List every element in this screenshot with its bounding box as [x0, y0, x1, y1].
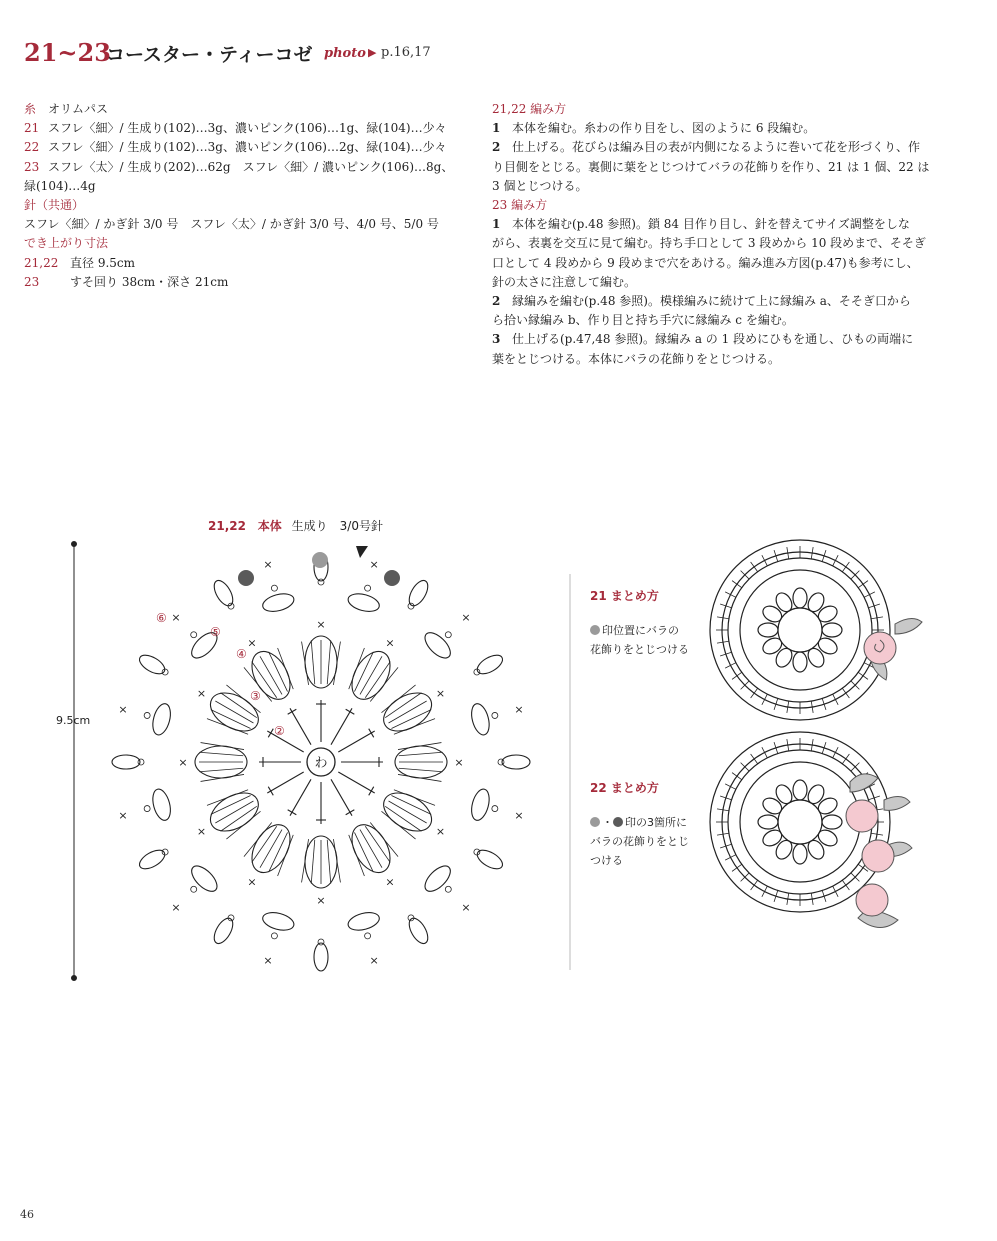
rose-icon	[864, 632, 896, 664]
material-text: スフレ〈太〉/ 生成り(202)…62g スフレ〈細〉/ 濃いピンク(106)…8g、	[48, 159, 454, 174]
svg-text:×: ×	[196, 687, 207, 700]
diameter-measure: 9.5cm	[56, 714, 91, 727]
material-num: 22	[24, 140, 40, 155]
round-label: ⑥	[156, 611, 167, 625]
crochet-diagram	[0, 500, 997, 1020]
size-text: 直径 9.5cm	[70, 255, 135, 270]
svg-text:×: ×	[171, 900, 181, 914]
step	[492, 292, 938, 311]
section-heading-21-22: 21,22 編み方	[492, 102, 567, 116]
svg-text:×: ×	[263, 954, 273, 968]
step	[492, 215, 938, 234]
svg-text:×: ×	[118, 809, 128, 823]
yarn-value: オリムパス	[48, 102, 109, 116]
start-arrow-icon	[356, 546, 368, 558]
material-row-cont: 緑(104)…4g	[24, 178, 96, 193]
material-num: 21	[24, 121, 40, 136]
step-text: がら、表裏を交互に見て編む。持ち手口として 3 段めから 10 段めまで、そそぎ	[492, 236, 926, 251]
step-num: 2	[492, 140, 501, 155]
round-label: ③	[250, 689, 261, 703]
step-text: 本体を編む(p.48 参照)。鎖 84 目作り目し、針を替えてサイズ調整をしな	[512, 217, 910, 232]
svg-text:×: ×	[369, 954, 379, 968]
svg-text:×: ×	[263, 557, 273, 571]
finishing-22-heading: 22 まとめ方	[590, 781, 659, 795]
step-text: 本体を編む。糸わの作り目をし、図のように 6 段編む。	[512, 121, 816, 136]
step	[492, 119, 938, 138]
page-number: 46	[20, 1208, 34, 1221]
magic-ring	[307, 748, 335, 776]
coaster-21-diagram	[710, 540, 890, 720]
step-text: り目側をとじる。裏側に葉をとじつけてバラの花飾りを作り、21 は 1 個、22 は	[492, 159, 930, 174]
attach-dot-dark	[238, 570, 254, 586]
svg-text:×: ×	[247, 875, 257, 889]
diagram-title-sub: 生成り 3/0号針	[291, 519, 383, 533]
needle-text: スフレ〈細〉/ かぎ針 3/0 号 スフレ〈太〉/ かぎ針 3/0 号、4/0 号、5/0 号	[24, 217, 439, 232]
svg-text:×: ×	[196, 825, 207, 838]
size-text: すそ回り 38cm・深さ 21cm	[70, 274, 229, 289]
step-text: 葉をとじつける。本体にバラの花飾りをとじつける。	[492, 351, 781, 366]
svg-text:×: ×	[514, 809, 524, 823]
svg-text:×: ×	[435, 825, 446, 838]
round-label: ④	[236, 647, 247, 661]
round-label: ②	[274, 724, 285, 738]
material-row	[24, 119, 474, 138]
step-num: 3	[492, 332, 501, 347]
svg-text:×: ×	[178, 756, 188, 769]
material-row	[24, 138, 474, 157]
finishing-line: 印の3箇所に	[625, 816, 687, 829]
step	[492, 138, 938, 157]
instructions-block	[492, 100, 938, 369]
finishing-line: つける	[590, 854, 623, 867]
svg-text:×: ×	[385, 875, 395, 889]
step-text: 3 個とじつける。	[492, 178, 588, 193]
dark-dot-icon	[613, 817, 623, 827]
finishing-21-text	[590, 621, 710, 659]
page-title: コースター・ティーコゼ	[106, 44, 313, 66]
material-row	[24, 158, 474, 177]
size-num: 23	[24, 274, 40, 289]
svg-text:×: ×	[247, 636, 257, 650]
round-labels	[156, 611, 285, 738]
step	[492, 330, 938, 349]
step-text: 仕上げる(p.47,48 参照)。縁編み a の 1 段めにひもを通し、ひもの両端に	[512, 332, 914, 347]
dot-separator: ・	[602, 816, 613, 829]
svg-text:×: ×	[369, 557, 379, 571]
materials-block	[24, 100, 474, 292]
light-dot-icon	[590, 817, 600, 827]
step-text: ら拾い縁編み b、作り目と持ち手穴に縁編み c を編む。	[492, 313, 794, 328]
material-num: 23	[24, 159, 40, 174]
step-text: 針の太さに注意して編む。	[492, 274, 637, 289]
material-text: スフレ〈細〉/ 生成り(102)…3g、濃いピンク(106)…1g、緑(104)…少々	[48, 121, 447, 136]
section-heading-23: 23 編み方	[492, 198, 548, 213]
svg-text:×: ×	[171, 611, 181, 625]
svg-text:×: ×	[454, 756, 464, 769]
finishing-line: バラの花飾りをとじ	[590, 835, 689, 848]
svg-text:×: ×	[118, 702, 128, 716]
yarn-row	[24, 100, 474, 119]
attach-dot-dark	[384, 570, 400, 586]
size-row	[24, 273, 474, 292]
finishing-line: 花飾りをとじつける	[590, 643, 689, 656]
magic-ring-label: わ	[314, 756, 328, 771]
svg-text:×: ×	[435, 687, 446, 700]
svg-text:×: ×	[316, 618, 326, 631]
material-text: スフレ〈細〉/ 生成り(102)…3g、濃いピンク(106)…2g、緑(104)…少々	[48, 140, 447, 155]
photo-arrow-icon: ▶	[368, 46, 377, 59]
step-text: 縁編みを編む(p.48 参照)。模様編みに続けて上に縁編み a、そそぎ口から	[512, 294, 911, 309]
attach-dot-light	[312, 552, 328, 568]
step-num: 2	[492, 294, 501, 309]
step-text: 仕上げる。花びらは編み目の表が内側になるように巻いて花を形づくり、作	[512, 140, 921, 155]
step-num: 1	[492, 217, 501, 232]
svg-text:×: ×	[461, 611, 471, 625]
needle-label: 針（共通）	[24, 198, 85, 213]
svg-text:×: ×	[514, 702, 524, 716]
yarn-label: 糸	[24, 102, 37, 116]
light-dot-icon	[590, 625, 600, 635]
rose-icon	[846, 800, 894, 916]
step-text: 口として 4 段めから 9 段めまで穴をあける。編み進み方図(p.47)も参考にし、	[492, 255, 919, 270]
svg-text:×: ×	[316, 894, 326, 907]
diagram-title-num: 21,22	[208, 519, 246, 533]
finishing-22-text	[590, 813, 710, 870]
finishing-21-heading: 21 まとめ方	[590, 589, 659, 603]
diagram-title-main: 本体	[257, 519, 282, 533]
step-num: 1	[492, 121, 501, 136]
pattern-number: 21~23	[24, 38, 111, 67]
size-label: でき上がり寸法	[24, 236, 109, 251]
svg-text:×: ×	[461, 900, 471, 914]
measure-line	[72, 542, 77, 981]
size-row	[24, 254, 474, 273]
finishing-line: 印位置にバラの	[602, 624, 679, 637]
size-num: 21,22	[24, 255, 59, 270]
round-label: ⑤	[210, 625, 221, 639]
photo-label: photo	[324, 46, 366, 61]
photo-page-ref: p.16,17	[381, 45, 431, 60]
svg-text:×: ×	[385, 636, 395, 650]
